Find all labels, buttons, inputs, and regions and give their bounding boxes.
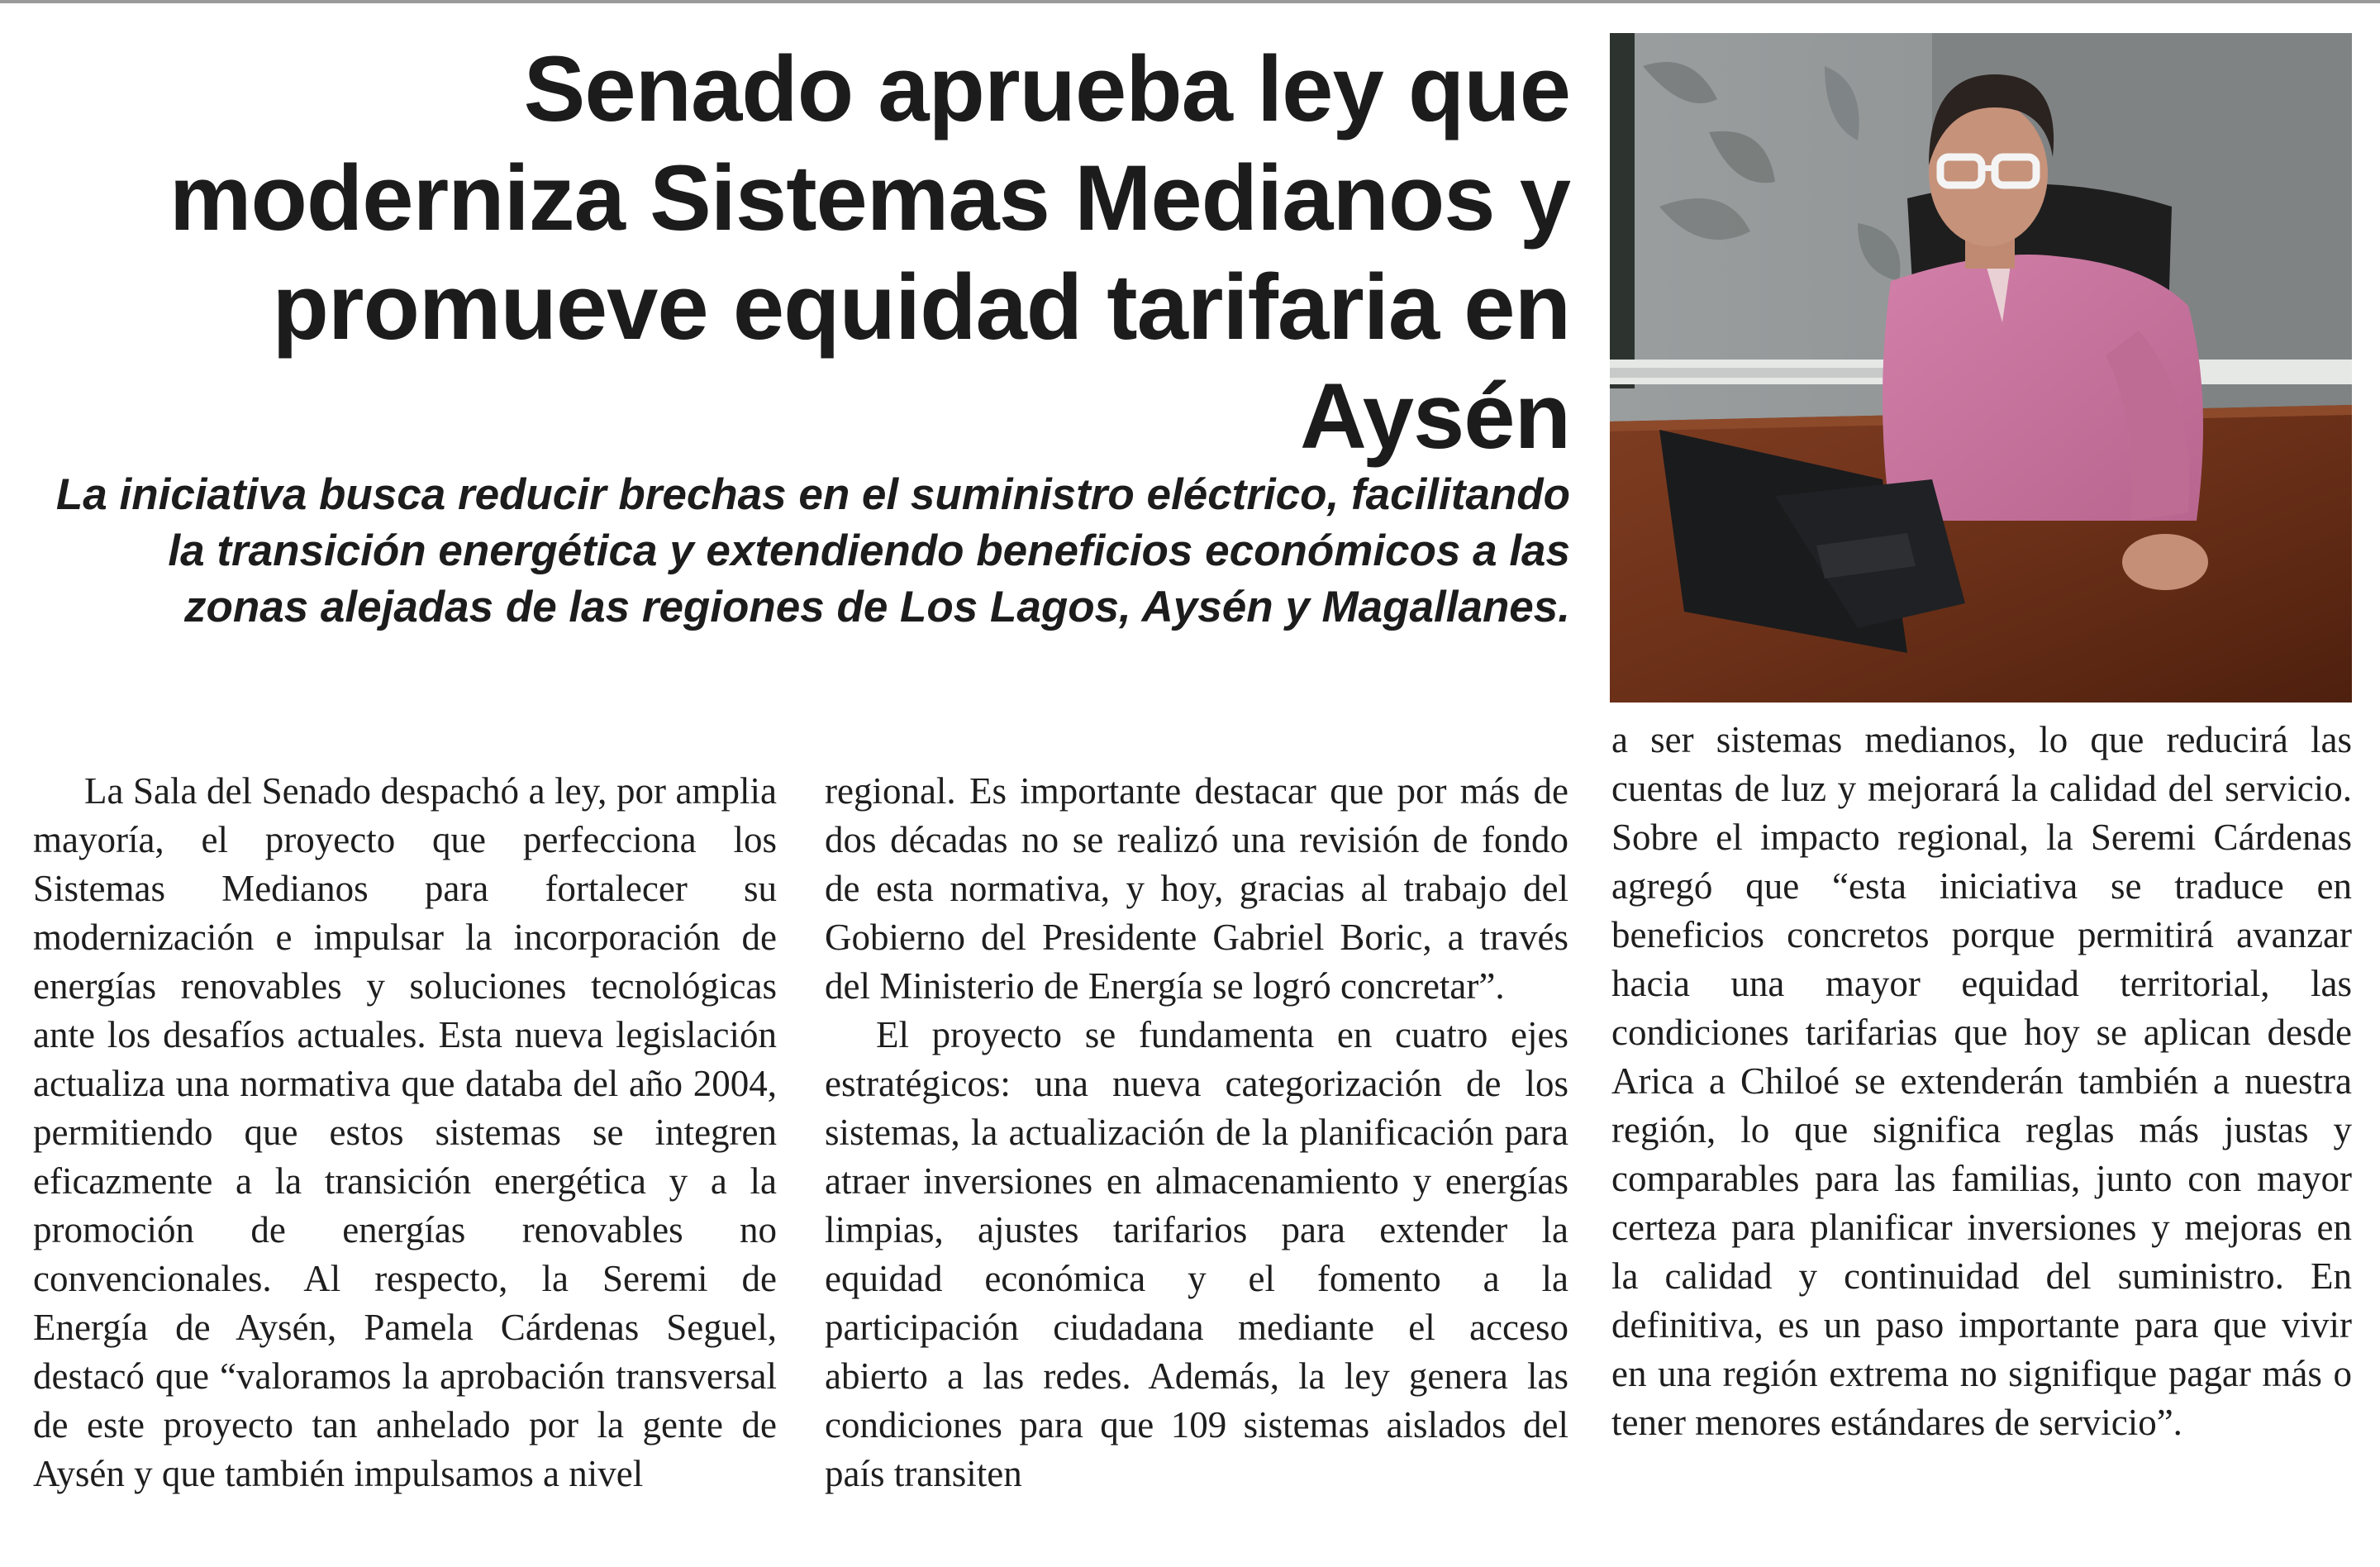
- article-photo: [1610, 33, 2352, 703]
- top-rule: [0, 0, 2380, 3]
- column-2-paragraph-2: El proyecto se fundamenta en cuatro ejes estratégicos: una nueva categorización de los sistemas, la actualización de la planificación para atraer inversiones en almacenamiento y energías limpias, ajustes tarifarios para extender la equidad económica y el fomento a la participación ciudadana mediante el acceso abierto a las redes. Además, la ley genera las condiciones para que 109 sistemas aislados del país transiten: [825, 1014, 1568, 1494]
- column-3-paragraph-1: a ser sistemas medianos, lo que reducirá las cuentas de luz y mejorará la calidad del servicio. Sobre el impacto regional, la Seremi Cárdenas agregó que “esta iniciativa se traduce en beneficios concretos porque permitirá avanzar hacia una mayor equidad territorial, las condiciones tarifarias que hoy se aplican desde Arica a Chiloé se extenderán también a nuestra región, lo que significa reglas más justas y comparables para las familias, junto con mayor certeza para planificar inversiones y mejoras en la calidad y continuidad del suministro. En definitiva, es un paso importante para que vivir en una región extrema no signifique pagar más o tener menores estándares de servicio”.: [1611, 719, 2352, 1443]
- column-2-paragraph-1: regional. Es importante destacar que por más de dos décadas no se realizó una revisión de fondo de esta normativa, y hoy, gracias al trabajo del Gobierno del Presidente Gabriel Boric, a través del Ministerio de Energía se logró concretar”.: [825, 770, 1568, 1007]
- headline: Senado aprueba ley que moderniza Sistemas Medianos y promueve equidad tarifaria en Aysén: [169, 37, 1570, 468]
- column-1-paragraph-1: La Sala del Senado despachó a ley, por amplia mayoría, el proyecto que perfecciona los Sistemas Medianos para fortalecer su modernización e impulsar la incorporación de energías renovables y soluciones tecnológicas ante los desafíos actuales. Esta nueva legislación actualiza una normativa que databa del año 2004, permitiendo que estos sistemas se integren eficazmente a la transición energética y a la promoción de energías renovables no convencionales. Al respecto, la Seremi de Energía de Aysén, Pamela Cárdenas Seguel, destacó que “valoramos la aprobación transversal de este proyecto tan anhelado por la gente de Aysén y que también impulsamos a nivel: [33, 770, 777, 1494]
- article-column-2: [825, 767, 1568, 1498]
- subheadline: La iniciativa busca reducir brechas en el suministro eléctrico, facilitando la transición energética y extendiendo beneficios económicos a las zonas alejadas de las regiones de Los Lagos, Aysén y Magallanes.: [55, 470, 1570, 631]
- article-column-1: [33, 767, 777, 1498]
- article-column-3: [1611, 716, 2352, 1447]
